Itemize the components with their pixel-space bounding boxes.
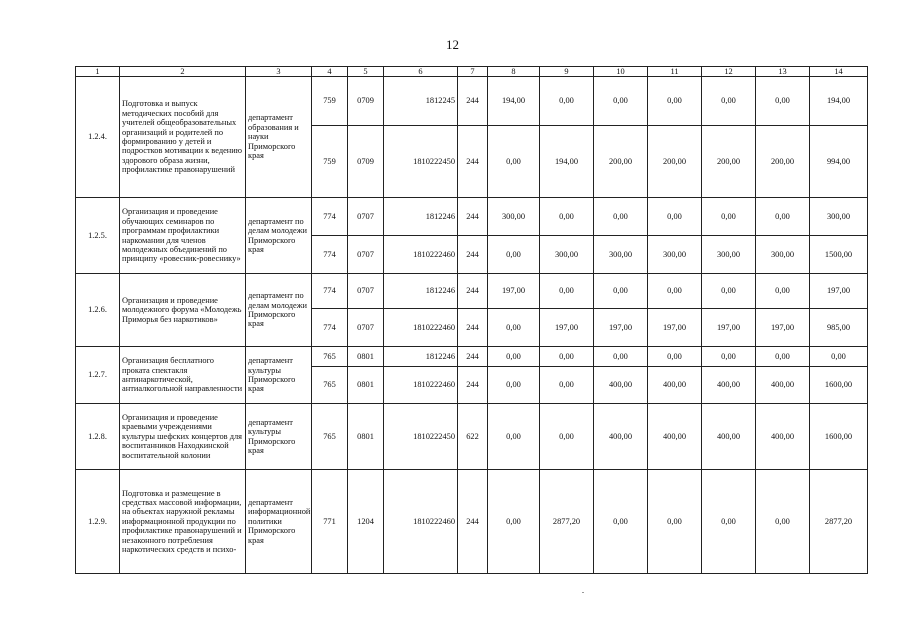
table-cell: 0801	[348, 367, 384, 404]
table-cell: 1500,00	[810, 236, 868, 274]
column-header: 6	[384, 67, 458, 77]
item-description: Организация бесплатного проката спектакля антинаркотической, антиалкогольной направленности	[120, 347, 246, 404]
table-cell: 400,00	[756, 367, 810, 404]
table-cell: 994,00	[810, 126, 868, 198]
table-cell: 300,00	[648, 236, 702, 274]
table-cell: 0,00	[648, 470, 702, 574]
table-cell: 771	[312, 470, 348, 574]
column-header: 10	[594, 67, 648, 77]
table-cell: 1810222460	[384, 236, 458, 274]
table-cell: 0,00	[488, 347, 540, 367]
table-cell: 200,00	[648, 126, 702, 198]
table-cell: 244	[458, 236, 488, 274]
table-cell: 0,00	[702, 198, 756, 236]
table-cell: 1812246	[384, 347, 458, 367]
table-cell: 244	[458, 470, 488, 574]
table-cell: 0,00	[540, 77, 594, 126]
table-cell: 0,00	[594, 470, 648, 574]
table-cell: 1600,00	[810, 367, 868, 404]
table-cell: 0,00	[702, 347, 756, 367]
table-cell: 765	[312, 367, 348, 404]
table-cell: 0,00	[488, 470, 540, 574]
table-cell: 244	[458, 347, 488, 367]
table-cell: 194,00	[810, 77, 868, 126]
table-cell: 0707	[348, 198, 384, 236]
table-cell: 197,00	[648, 309, 702, 347]
table-cell: 1810222460	[384, 309, 458, 347]
table-cell: 1600,00	[810, 404, 868, 470]
item-number: 1.2.8.	[76, 404, 120, 470]
table-cell: 300,00	[810, 198, 868, 236]
table-cell: 400,00	[702, 404, 756, 470]
table-cell: 1810222450	[384, 126, 458, 198]
item-description: Подготовка и выпуск методических пособий для учителей общеобразовательных организаций и родителей по формированию у детей и подростков мотивации к ведению здорового образа жизни, профилактике правонарушений	[120, 77, 246, 198]
responsible-department: департамент по делам молодежи Приморского края	[246, 274, 312, 347]
table-cell: 0,00	[488, 309, 540, 347]
column-number-row	[76, 67, 868, 77]
table-cell: 197,00	[594, 309, 648, 347]
table-cell: 0,00	[756, 470, 810, 574]
table-cell: 244	[458, 309, 488, 347]
table-cell: 244	[458, 367, 488, 404]
table-cell: 1204	[348, 470, 384, 574]
column-header: 9	[540, 67, 594, 77]
table-cell: 300,00	[756, 236, 810, 274]
table-cell: 0,00	[540, 198, 594, 236]
table-cell: 1810222460	[384, 470, 458, 574]
table-cell: 197,00	[810, 274, 868, 309]
table-cell: 197,00	[702, 309, 756, 347]
table-cell: 0,00	[594, 347, 648, 367]
table-cell: 0,00	[702, 274, 756, 309]
table-cell: 194,00	[488, 77, 540, 126]
column-header: 5	[348, 67, 384, 77]
table-cell: 0,00	[488, 236, 540, 274]
table-cell: 0,00	[756, 198, 810, 236]
column-header: 12	[702, 67, 756, 77]
table-cell: 0801	[348, 347, 384, 367]
table-cell: 0,00	[648, 274, 702, 309]
table-cell: 0,00	[594, 274, 648, 309]
table-cell: 0707	[348, 236, 384, 274]
column-header: 7	[458, 67, 488, 77]
column-header: 13	[756, 67, 810, 77]
table-cell: 0,00	[488, 404, 540, 470]
table-row	[76, 77, 868, 126]
responsible-department: департамент информационной политики Приморского края	[246, 470, 312, 574]
table-cell: 0,00	[648, 347, 702, 367]
table-cell: 774	[312, 309, 348, 347]
table-cell: 765	[312, 347, 348, 367]
table-cell: 2877,20	[540, 470, 594, 574]
table-cell: 0709	[348, 126, 384, 198]
table-row	[76, 274, 868, 309]
table-cell: 0707	[348, 309, 384, 347]
table-cell: 300,00	[540, 236, 594, 274]
table-cell: 300,00	[594, 236, 648, 274]
table-cell: 400,00	[594, 404, 648, 470]
column-header: 11	[648, 67, 702, 77]
item-description: Организация и проведение молодежного форума «Молодежь Приморья без наркотиков»	[120, 274, 246, 347]
table-cell: 1812246	[384, 274, 458, 309]
table-cell: 1810222450	[384, 404, 458, 470]
budget-table	[75, 66, 868, 574]
table-cell: 0709	[348, 77, 384, 126]
table-cell: 0,00	[756, 347, 810, 367]
table-cell: 985,00	[810, 309, 868, 347]
table-cell: 765	[312, 404, 348, 470]
table-cell: 244	[458, 274, 488, 309]
table-cell: 300,00	[702, 236, 756, 274]
table-cell: 622	[458, 404, 488, 470]
item-number: 1.2.6.	[76, 274, 120, 347]
item-description: Организация и проведение краевыми учреждениями культуры шефских концертов для воспитанников Находкинской воспитательной колонии	[120, 404, 246, 470]
table-cell: 774	[312, 198, 348, 236]
table-cell: 244	[458, 77, 488, 126]
table-cell: 0,00	[648, 198, 702, 236]
table-cell: 244	[458, 198, 488, 236]
column-header: 3	[246, 67, 312, 77]
table-cell: 0,00	[540, 367, 594, 404]
table-cell: 774	[312, 236, 348, 274]
table-cell: 1812245	[384, 77, 458, 126]
scan-speck	[582, 592, 584, 593]
table-cell: 300,00	[488, 198, 540, 236]
column-header: 14	[810, 67, 868, 77]
table-cell: 400,00	[594, 367, 648, 404]
table-cell: 0,00	[540, 404, 594, 470]
column-header: 4	[312, 67, 348, 77]
table-cell: 400,00	[648, 367, 702, 404]
table-cell: 200,00	[702, 126, 756, 198]
table-cell: 759	[312, 77, 348, 126]
table-cell: 400,00	[756, 404, 810, 470]
table-cell: 0,00	[756, 274, 810, 309]
responsible-department: департамент культуры Приморского края	[246, 404, 312, 470]
table-cell: 200,00	[594, 126, 648, 198]
table-cell: 0,00	[702, 77, 756, 126]
table-cell: 0,00	[488, 126, 540, 198]
table-cell: 0801	[348, 404, 384, 470]
table-cell: 197,00	[488, 274, 540, 309]
table-cell: 400,00	[648, 404, 702, 470]
table-row	[76, 404, 868, 470]
table-cell: 0,00	[594, 77, 648, 126]
table-cell: 194,00	[540, 126, 594, 198]
table-row	[76, 198, 868, 236]
item-number: 1.2.4.	[76, 77, 120, 198]
column-header: 1	[76, 67, 120, 77]
table-cell: 2877,20	[810, 470, 868, 574]
page-number: 12	[446, 37, 459, 52]
responsible-department: департамент образования и науки Приморского края	[246, 77, 312, 198]
table-cell: 1812246	[384, 198, 458, 236]
table-cell: 244	[458, 126, 488, 198]
responsible-department: департамент по делам молодежи Приморского края	[246, 198, 312, 274]
table-cell: 759	[312, 126, 348, 198]
table-cell: 0707	[348, 274, 384, 309]
item-number: 1.2.5.	[76, 198, 120, 274]
table-cell: 197,00	[756, 309, 810, 347]
table-body	[76, 77, 868, 574]
table-cell: 0,00	[756, 77, 810, 126]
table-cell: 0,00	[648, 77, 702, 126]
table-cell: 0,00	[540, 274, 594, 309]
responsible-department: департамент культуры Приморского края	[246, 347, 312, 404]
table-cell: 400,00	[702, 367, 756, 404]
item-description: Подготовка и размещение в средствах массовой информации, на объектах наружной рекламы информационной продукции по профилактике правонарушений и незаконного потребления наркотических средств и психо-	[120, 470, 246, 574]
table-cell: 200,00	[756, 126, 810, 198]
item-number: 1.2.9.	[76, 470, 120, 574]
table-cell: 0,00	[594, 198, 648, 236]
column-header: 8	[488, 67, 540, 77]
table-cell: 1810222460	[384, 367, 458, 404]
table-cell: 197,00	[540, 309, 594, 347]
column-header: 2	[120, 67, 246, 77]
table-cell: 0,00	[810, 347, 868, 367]
table-cell: 0,00	[488, 367, 540, 404]
table-cell: 0,00	[702, 470, 756, 574]
table-cell: 0,00	[540, 347, 594, 367]
item-number: 1.2.7.	[76, 347, 120, 404]
item-description: Организация и проведение обучающих семинаров по программам профилактики наркомании для членов молодежных объединений по принципу «ровесник-ровеснику»	[120, 198, 246, 274]
table-row	[76, 470, 868, 574]
table-row	[76, 347, 868, 367]
table-cell: 774	[312, 274, 348, 309]
